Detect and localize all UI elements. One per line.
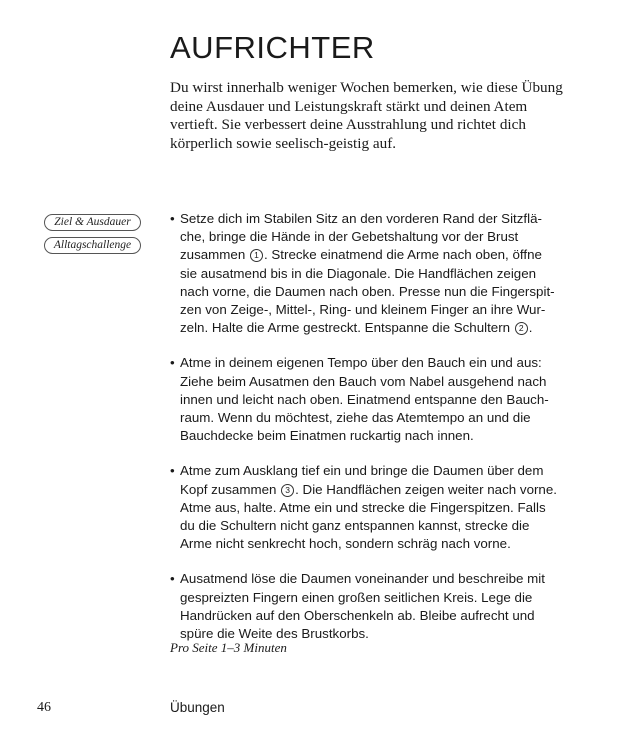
step-line xyxy=(180,354,562,372)
step-line xyxy=(180,462,562,480)
tag-ziel-ausdauer: Ziel & Ausdauer xyxy=(44,214,141,231)
step-line-text: Atme zum Ausklang tief ein und bringe die Daumen über dem xyxy=(180,463,544,479)
step-line-text-after-marker: . Die Handflächen zeigen weiter nach vorne. xyxy=(295,481,557,497)
step-line xyxy=(180,517,562,535)
instruction-step xyxy=(170,462,562,553)
instruction-step xyxy=(170,570,562,643)
step-line xyxy=(180,409,562,427)
tag-alltagschallenge: Alltagschallenge xyxy=(44,237,141,254)
step-line-text-after-marker: . Strecke einatmend die Arme nach oben, öffne xyxy=(263,247,542,263)
tag-group xyxy=(44,214,146,260)
step-line-text: Kopf zusammen xyxy=(180,481,277,497)
step-line-text: Ausatmend löse die Daumen voneinander und beschreibe mit xyxy=(180,571,545,587)
figure-reference-marker: 3 xyxy=(281,484,294,497)
step-line xyxy=(180,391,562,409)
step-line-text: gespreizten Fingern einen großen seitlichen Kreis. Lege die xyxy=(180,589,533,605)
step-line xyxy=(180,373,562,391)
step-line xyxy=(180,265,562,283)
duration-note: Pro Seite 1–3 Minuten xyxy=(170,640,287,655)
bullet-icon: • xyxy=(170,355,175,371)
step-line-text: Atme in deinem eigenen Tempo über den Bauch ein und aus: xyxy=(180,355,542,371)
section-name: Übungen xyxy=(170,700,225,715)
step-line xyxy=(180,589,562,607)
step-line-text: spüre die Weite des Brustkorbs. xyxy=(180,626,369,642)
bullet-icon: • xyxy=(170,211,175,226)
step-line-text: zen von Zeige-, Mittel-, Ring- und kleinem Finger an ihre Wur- xyxy=(180,302,546,318)
step-line-text: che, bringe die Hände in der Gebetshaltung vor der Brust xyxy=(180,229,519,245)
page-number: 46 xyxy=(37,700,51,715)
step-line xyxy=(180,283,562,301)
instruction-list xyxy=(170,210,562,660)
step-line-text: Handrücken auf den Oberschenkeln ab. Bleibe aufrecht und xyxy=(180,607,535,623)
step-line xyxy=(180,607,562,625)
step-line xyxy=(180,301,562,319)
step-line xyxy=(180,535,562,553)
bullet-icon: • xyxy=(170,463,175,479)
step-line xyxy=(180,481,562,499)
step-line xyxy=(180,246,562,264)
step-line-text: Ziehe beim Ausatmen den Bauch vom Nabel ausgehend nach xyxy=(180,373,547,389)
figure-reference-marker: 2 xyxy=(515,322,528,335)
step-line xyxy=(180,499,562,517)
bullet-icon: • xyxy=(170,571,175,587)
step-line xyxy=(180,570,562,588)
step-line-text: du die Schultern nicht ganz entspannen kannst, strecke die xyxy=(180,518,530,534)
step-line-text: sie ausatmend bis in die Diagonale. Die Handflächen zeigen xyxy=(180,265,537,281)
step-line-text: nach vorne, die Daumen nach oben. Presse nun die Fingerspit- xyxy=(180,283,555,299)
step-line-text: raum. Wenn du möchtest, ziehe das Atemtempo an und die xyxy=(180,410,531,426)
step-line-text: Atme aus, halte. Atme ein und strecke die Fingerspitzen. Falls xyxy=(180,499,546,515)
step-line-text: Arme nicht senkrecht hoch, sondern schräg nach vorne. xyxy=(180,536,511,552)
step-line xyxy=(180,427,562,445)
page-title: AUFRICHTER xyxy=(170,30,375,65)
step-line-text: Bauchdecke beim Einatmen ruckartig nach innen. xyxy=(180,428,474,444)
step-line-text-after-marker: . xyxy=(528,320,533,336)
step-line-text: zeln. Halte die Arme gestreckt. Entspanne die Schultern xyxy=(180,320,511,336)
intro-paragraph: Du wirst innerhalb weniger Wochen bemerken, wie diese Übung deine Ausdauer und Leistungskraft stärkt und deinen Atem vertieft. Sie verbessert deine Ausstrahlung und richtet dich körperlich sowie seelisch-geistig auf. xyxy=(170,79,563,152)
step-line-text: zusammen xyxy=(180,247,246,263)
step-line xyxy=(180,228,562,246)
instruction-step xyxy=(170,210,562,337)
figure-reference-marker: 1 xyxy=(250,249,263,262)
step-line xyxy=(180,210,562,228)
step-line xyxy=(180,319,562,337)
step-line-text: innen und leicht nach oben. Einatmend entspanne den Bauch- xyxy=(180,391,549,407)
instruction-step xyxy=(170,354,562,445)
step-line-text: Setze dich im Stabilen Sitz an den vorderen Rand der Sitzflä- xyxy=(180,211,542,226)
